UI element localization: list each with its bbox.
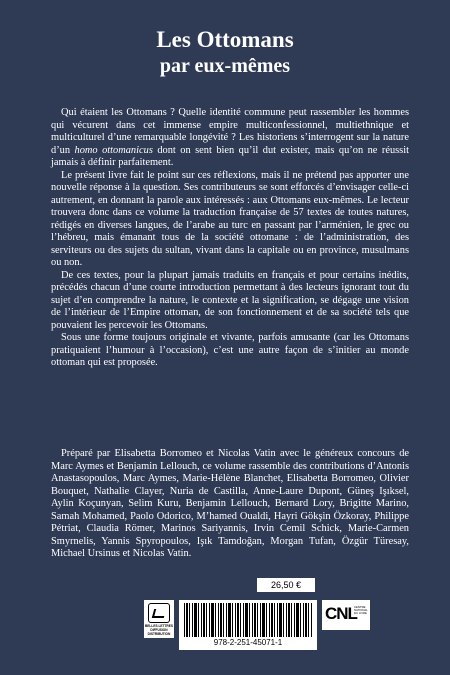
isbn-number: 978-2-251-45071-1 bbox=[213, 638, 283, 647]
publisher-emblem-icon bbox=[148, 603, 170, 623]
blurb-paragraph-4: Sous une forme toujours originale et vivante, parfois amusante (car les Ottomans pratiquaient l’humour à l’occasion), c’est une autre façon de s’initier au monde ottoman qui est proposée. bbox=[51, 332, 409, 368]
cnl-caption: CENTRE NATIONAL DU LIVRE bbox=[354, 605, 368, 616]
emphasis-homo-ottomanicus: homo ottomanicus bbox=[74, 144, 153, 156]
distributor-logo: BELLES LETTRES DIFFUSION DISTRIBUTION bbox=[144, 600, 174, 638]
blurb-paragraph-2: Le présent livre fait le point sur ces réflexions, mais il ne prétend pas apporter une nouvelle réponse à la question. Ses contributeurs se sont efforcés d’envisager celle-ci autrement, en donnant la parole aux intéressés : aux Ottomans eux-mêmes. Le lecteur trouvera donc dans ce volume la traduction française de 57 textes de toutes natures, rédigés en diverses langues, de l’arabe au turc en passant par l’arménien, le grec ou l’hébreu, mais émanant tous de la société ottomane : de l’administration, des serviteurs ou des sujets du sultan, vivant dans la capitale ou en province, musulmans ou non. bbox=[51, 169, 409, 268]
blurb-paragraph-1: Qui étaient les Ottomans ? Quelle identité commune peut rassembler les hommes qui vécurent dans cet immense empire multiconfessionnel, multiethnique et multiculturel d’une remarquable longévité ? Les historiens s’interrogent sur la nature d’un homo ottomanicus dont on sent bien qu’il dut exister, mais qu’on ne réussit jamais à définir parfaitement. bbox=[51, 107, 410, 168]
barcode-bars-icon bbox=[184, 603, 312, 637]
book-title: Les Ottomans bbox=[156, 27, 294, 52]
credits-paragraph: Préparé par Elisabetta Borromeo et Nicolas Vatin avec le généreux concours de Marc Aymes et Benjamin Lellouch, ce volume rassemble des contributions d’Antonis Anastasopoulos, Marc Aymes, Marie-Hélène Blanchet, Elisabetta Borromeo, Olivier Bouquet, Nathalie Clayer, Nuria de Castilla, Anne-Laure Dupont, Güneş Işıksel, Aylin Koçunyan, Selim Kuru, Benjamin Lellouch, Bernard Lory, Brigitte Marino, Samah Mohamed, Paolo Odorico, M’hamed Oualdi, Hayri Gökşin Özkoray, Philippe Pétriat, Claudia Römer, Marinos Sariyannis, Irvin Cemil Schick, Marie-Carmen Smyrnelis, Yannis Spyropoulos, Işık Tamdoğan, Morgan Tufan, Özgür Türesay, Michael Ursinus et Nicolas Vatin. bbox=[51, 448, 409, 559]
price-label: 26,50 € bbox=[257, 578, 315, 592]
credits bbox=[51, 448, 409, 561]
blurb bbox=[51, 107, 409, 370]
barcode bbox=[179, 600, 317, 650]
blurb-paragraph-3: De ces textes, pour la plupart jamais traduits en français et pour certains inédits, précédés chacun d’une courte introduction permettant à des lecteurs ignorant tout du sujet d’en comprendre la nature, le contexte et la signification, se dégage une vision de l’intérieur de l’Empire ottoman, de son fonctionnement et de sa société tels que pouvaient les percevoir les Ottomans. bbox=[51, 269, 409, 331]
cnl-mark: CNL bbox=[325, 604, 357, 623]
title-block bbox=[0, 26, 450, 79]
book-subtitle: par eux-mêmes bbox=[159, 55, 291, 77]
cnl-logo bbox=[322, 600, 370, 630]
